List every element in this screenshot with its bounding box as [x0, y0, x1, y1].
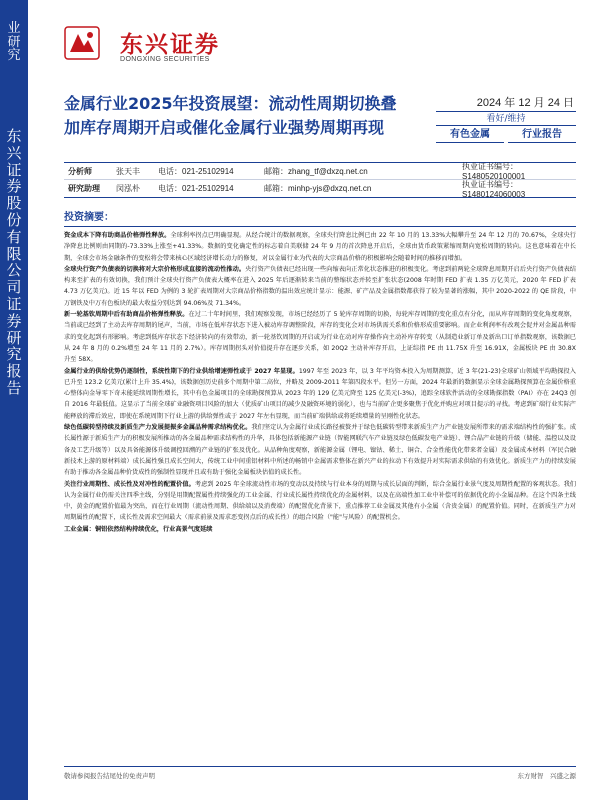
summary-paragraph	[64, 366, 576, 422]
analyst-row	[64, 180, 576, 197]
logo-text-cn: 东兴证券	[120, 32, 220, 58]
report-title: 金属行业2025年投资展望：流动性周期切换叠加库存周期开启或催化金属行业强势周期再现	[64, 94, 397, 137]
summary-body	[64, 230, 576, 535]
logo-text-en: DONGXING SECURITIES	[120, 56, 210, 63]
paragraph-lead: 全球央行资产负债表的切换将对大宗价格形成直接的流动性推动。	[64, 265, 246, 273]
report-date: 2024 年 12 月 24 日	[476, 97, 574, 109]
analyst-phone: 电话：021-25102914	[158, 184, 234, 193]
analyst-row	[64, 163, 576, 180]
paragraph-text: 1997 年至 2023 年，以 3 年平均资本投入为周期测算，近 3 年(21-23)全球矿山领域平均勘探投入已升至 123.2 亿美元(累计上升 35.4%)，该数据创历史前多个周期中第二高位，并略及 2009-2011 年第四段水平。但另一方面，2024 年最新的数据显示全球金属勘探预算在金属价格重心整体向金导零下奇未能延续周期性增长，其中有色金属项目的全球勘探预算从 2023 年的 129 亿美元降至 125 亿美元(-3%)，追踪全球软件活动的全球勘探指数（PAI）亦在 24Q3 创自 2016 年最低值。这显示了当前全球矿业融资项目风险的加大（优质矿山项目的减少及融资环境的弱化），也与当前矿企更多聚焦于优化并购应对项目提示的寻找。考虑到矿端行业实际产能释放的滞后效应，即使在系统周期下行业上游的供给弹性或于 2027 年左右显现，而当前矿端供给或将延续增量的呈刚性化状态。	[64, 367, 576, 420]
analyst-email: 邮箱：zhang_tf@dxzq.net.cn	[264, 166, 368, 176]
analyst-table	[64, 162, 576, 198]
sidebar	[0, 0, 28, 800]
analyst-name: 张天丰	[116, 166, 140, 176]
paragraph-text: 铜铝依然结构持续优化，行业高景气度延续	[94, 525, 213, 533]
page-footer	[64, 766, 576, 780]
paragraph-lead: 工业金属：	[64, 525, 95, 533]
paragraph-text: 央行资产负债表已经出现一些向缩表向正常化状态推进的积极变化。考虑到前两轮全球降息周期开启后央行资产负债表结构来至扩表的有效切换，我们预计全球央行资产负债表大概率在进入 2025 年后逐渐转来当前的整缩状态并转至扩张状态(2008 年时期 FED 扩表 1.35 万亿美元，2020 年 FED 扩表 4.73 万亿美元)。近 15 年以 FED 为例的 3 轮扩表周期对大宗商品价格指数的温出效应统计显示：能源、矿产品及金属指数都获得了较为显著的涨幅，其中 2020-2022 的 QE 阶段，中万钢铁及中万有色板块的最大收益分别达到 94.06%及 71.34%。	[64, 265, 576, 307]
dongxing-logo-icon	[64, 26, 100, 60]
sidebar-company-label: 东 兴 证 券 股 份 有 限 公 司 证 券 研 究 报 告	[6, 127, 22, 397]
analyst-name: 闵泓朴	[116, 184, 140, 193]
paragraph-lead: 新一轮基钦周期中后有助商品价格弹性释放。	[64, 311, 189, 319]
analyst-email: 邮箱：minhp-yjs@dxzq.net.cn	[264, 184, 372, 193]
sidebar-category-label: 业 研 究	[7, 21, 21, 64]
analyst-cert: 执业证书编号：S1480520100001	[462, 162, 526, 181]
section-heading: 投资摘要：	[64, 208, 576, 227]
report-type-tag: 行业报告	[508, 127, 576, 143]
industry-tag: 有色金属	[436, 127, 504, 143]
analyst-role: 分析师	[68, 166, 92, 176]
paragraph-text: 考虑到 2025 年全球流动性市场的变动以及持续与行业本身的周期与成长层面的判断，综合金属行业景气度及周期性配置的客观状态。我们认为金属行业仍需关注四季主线，分别是用期配置属性持续强化的工业金属、行业成长属性持续优化的金属材料，以及在高端性加工业中补偿可的依据优化的小金属品种。在这个四条主线中，黄金的配置价值最为突出，而在行业周期（流动性周期、供给端以及消费端）的配置优化背景下，重点推荐工业金属及其他有小金属（含贵金属）的配置价值。同时，在新质生产力对周期属性的配置下，成长性及需求空间最大（需求前景及需求恶变拐点后的成长性）的组合风险（"能"与风险）的配置机会。	[64, 480, 576, 522]
summary-paragraph	[64, 479, 576, 524]
paragraph-lead: 关注行业周期性、成长性及对冲性的配置价值。	[64, 480, 195, 488]
footer-slogan: 东方财智 兴盛之源	[517, 772, 576, 780]
paragraph-text: 在过二十年时间里，我们观察发现，市场已经经历了 5 轮库存周期的切换，每轮库存周期的变化重点有分化，而从库存周期的变化角度观察，当前或已经到了主动去库存周期的尾声，当前，市场在低库存状态下进入被动库存调整阶段，库存的变化会对市场供需关系和价格形成重要影响。而企业利润率有改观会促并对金属品种需求的变化起到有形影响。考虑到低库存状态下经济转向的有效带动，新一轮基钦周期的开启或为行业在动对库存操作向主动补库存转变（从制造业新订单及新出口订单指数观察，该数据已从 24 年 8 月的 0.2%增至 24 年 11 月的 2.7%）。库存周期拐头对价值提升存在逐步关系，如 20Q2 主动补库存开启，上证综指 PE 由 11.75X 升至 16.91X，金属板块 PE 由 30.8X 升至 58X。	[64, 311, 576, 364]
report-tags	[436, 127, 576, 143]
paragraph-lead: 金属行业的供给优势仍逐制性，系统性期下的行业供给增速弹性或于 2027 年显现。	[64, 367, 299, 375]
summary-paragraph	[64, 264, 576, 309]
summary-paragraph	[64, 422, 576, 478]
analyst-role: 研究助理	[68, 184, 100, 193]
summary-paragraph	[64, 309, 576, 365]
analyst-cert: 执业证书编号：S1480124060003	[462, 179, 526, 199]
summary-paragraph	[64, 230, 576, 264]
paragraph-text: 全球利率拐点已明确显现。从经合统计的数据观察，全球央行降息比例已由 22 年 10 月的 13.33%大幅攀升至 24 年 12 月的 70.67%，全球央行净降息比例则由同期的-73.33%上涨至+41.33%。数据的变化确定性的标志着自美联储 24 年 9 月的首次降息开启后，全球由货币政策紧缩周期向宽松周期的转向。这也意味着在中长期，全球会市场金融条件的变松将会带来核心区域经济增长动力的修复，对以金属行业为代表的大宗商品价格的积极影响会随着时间的推移而增加。	[64, 232, 576, 262]
paragraph-lead: 资金成本下降有助商品价格弹性释放。	[64, 232, 171, 239]
paragraph-lead: 绿色低碳转型持续及新质生产力发展提振多金属品种需求结构优化。	[64, 424, 252, 432]
disclaimer-note: 敬请参阅报告结尾处的免责声明	[64, 772, 155, 780]
paragraph-text: 我们坚定认为金属行业成长路径被赘并于绿色低碳转型带来新质生产力产业链发展所带来的需求端结构性的强扩张。成长属性源于新质生产力的积极发展所推动的各金属品种需求结构性的升华，具体包括新能源产业链（智能网联汽车产业链及绿色低碳发电产业链）、锂合晶产业链的升级（储能、温控以及设备及工艺升级等）以及具备能源体升级调控回溯的产业链的扩张及优化。从品种角度观察，新能源金属（锂电、镍钴、稀土、铜合、合金性能优化带来者金属）及金属成本材料（军民合融新技术上游的原材料端）成长属性强且成长空间大，传统工业中间重铝材料中所述的畅销中金属需求整体在新兴产业的拉动下有效提升对实际需求供给的有效优化。新质生产力的持续发展有助于推动各金属品种价货成性的强制性显现并且或有助于强化金属板块估值的成长性。	[64, 424, 577, 477]
summary-paragraph	[64, 524, 576, 535]
rating-badge: 看好/维持	[436, 111, 576, 126]
analyst-phone: 电话：021-25102914	[158, 166, 234, 176]
